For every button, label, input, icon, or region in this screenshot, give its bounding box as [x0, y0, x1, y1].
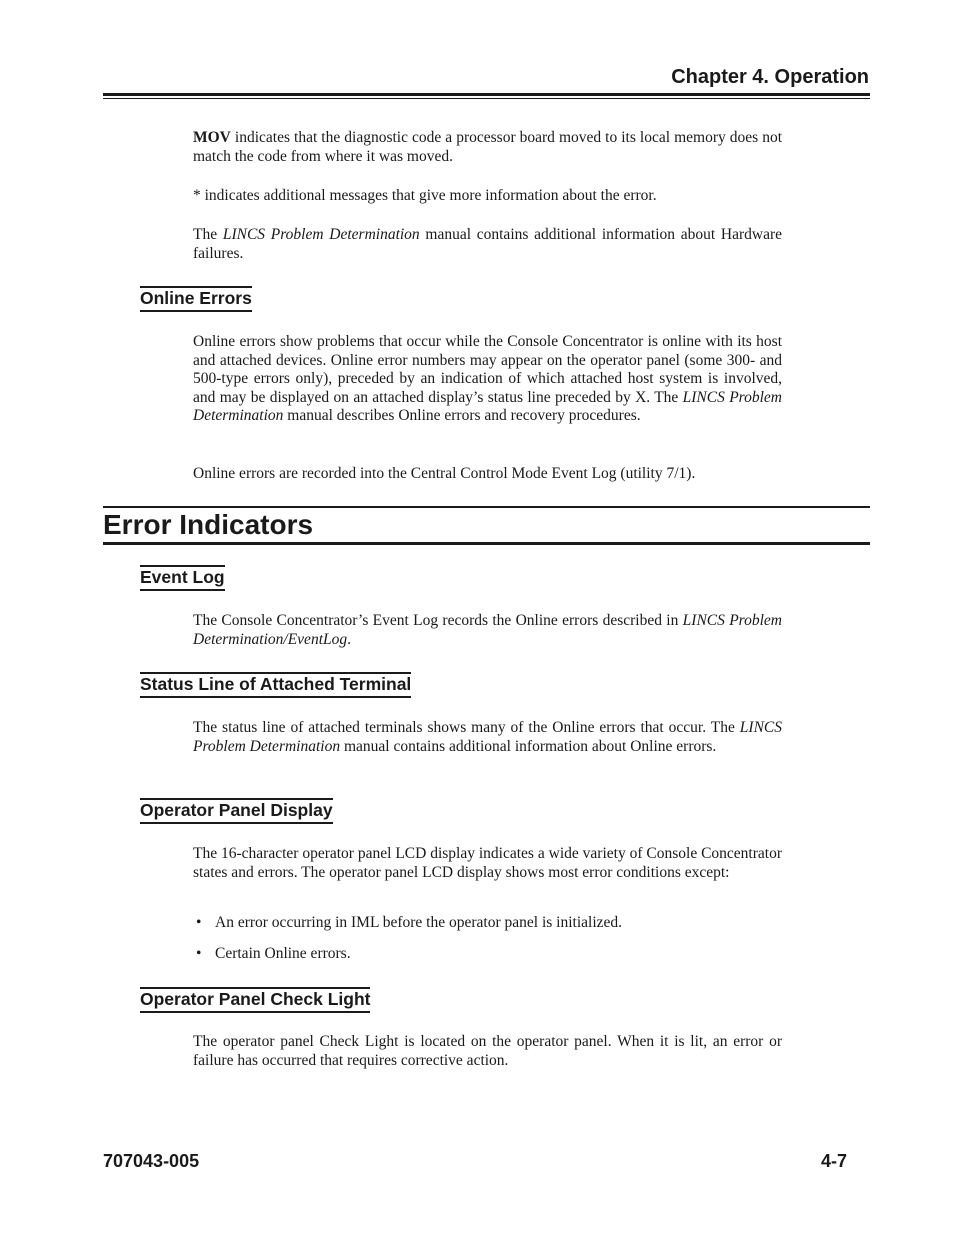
online-errors-heading: Online Errors	[140, 286, 252, 312]
online-errors-paragraph-2: Online errors are recorded into the Central Control Mode Event Log (utility 7/1).	[193, 465, 696, 482]
hardware-failures-paragraph	[193, 226, 782, 263]
error-indicators-heading: Error Indicators	[103, 509, 314, 540]
status-line-post: manual contains additional information about Online errors.	[340, 737, 717, 755]
mov-paragraph	[193, 129, 782, 166]
lincs-pre: The	[193, 226, 223, 243]
operator-panel-display-paragraph: The 16-character operator panel LCD display indicates a wide variety of Console Concentrator states and errors. The operator panel LCD display shows most error conditions except:	[193, 845, 782, 881]
event-log-title: LINCS Problem Determination/EventLog	[193, 612, 783, 648]
bullet-icon: •	[196, 945, 202, 962]
bullet-text: Certain Online errors.	[215, 945, 351, 962]
bullet-icon: •	[196, 914, 202, 931]
list-item	[196, 914, 622, 933]
lincs-post: manual contains additional information about Hardware failures.	[193, 226, 782, 262]
mov-text: indicates that the diagnostic code a processor board moved to its local memory does not match the code from where it was moved.	[193, 129, 782, 165]
mov-term: MOV	[193, 129, 231, 146]
header-rule-thin	[103, 98, 870, 99]
header-rule-thick	[103, 93, 870, 96]
status-line-heading: Status Line of Attached Terminal	[140, 672, 411, 698]
doc-number: 707043-005	[103, 1151, 200, 1171]
status-line-pre: The status line of attached terminals shows many of the Online errors that occur. The	[193, 719, 740, 736]
lincs-title: LINCS Problem Determination	[222, 226, 420, 243]
online-errors-paragraph-1	[193, 333, 782, 426]
asterisk-paragraph: * indicates additional messages that give more information about the error.	[193, 187, 657, 204]
check-light-heading: Operator Panel Check Light	[140, 987, 370, 1013]
online-errors-p1-pre: Online errors show problems that occur while the Console Concentrator is online with its host and attached devices. Online error numbers may appear on the operator panel (some 300- and 500-type errors only), preceded by an indication of which attached host system is involved, and may be displayed on an attached display’s status line preceded by X. The	[193, 333, 782, 406]
check-light-paragraph: The operator panel Check Light is located on the operator panel. When it is lit, an error or failure has occurred that requires corrective action.	[193, 1033, 782, 1069]
event-log-paragraph	[193, 612, 782, 649]
page-number: 4-7	[820, 1151, 847, 1171]
event-log-heading: Event Log	[140, 565, 225, 591]
status-line-title: LINCS Problem Determination	[193, 719, 782, 755]
online-errors-p1-post: manual describes Online errors and recovery procedures.	[283, 407, 641, 425]
online-errors-p1-title: LINCS Problem Determination	[193, 388, 782, 425]
status-line-paragraph	[193, 719, 782, 756]
bullet-text: An error occurring in IML before the operator panel is initialized.	[215, 914, 623, 931]
error-indicators-bottom-rule	[103, 542, 870, 545]
event-log-pre: The Console Concentrator’s Event Log records the Online errors described in	[193, 612, 683, 629]
list-item	[196, 945, 351, 964]
event-log-post: .	[347, 630, 351, 648]
operator-panel-display-heading: Operator Panel Display	[140, 798, 333, 824]
chapter-title: Chapter 4. Operation	[671, 66, 869, 88]
